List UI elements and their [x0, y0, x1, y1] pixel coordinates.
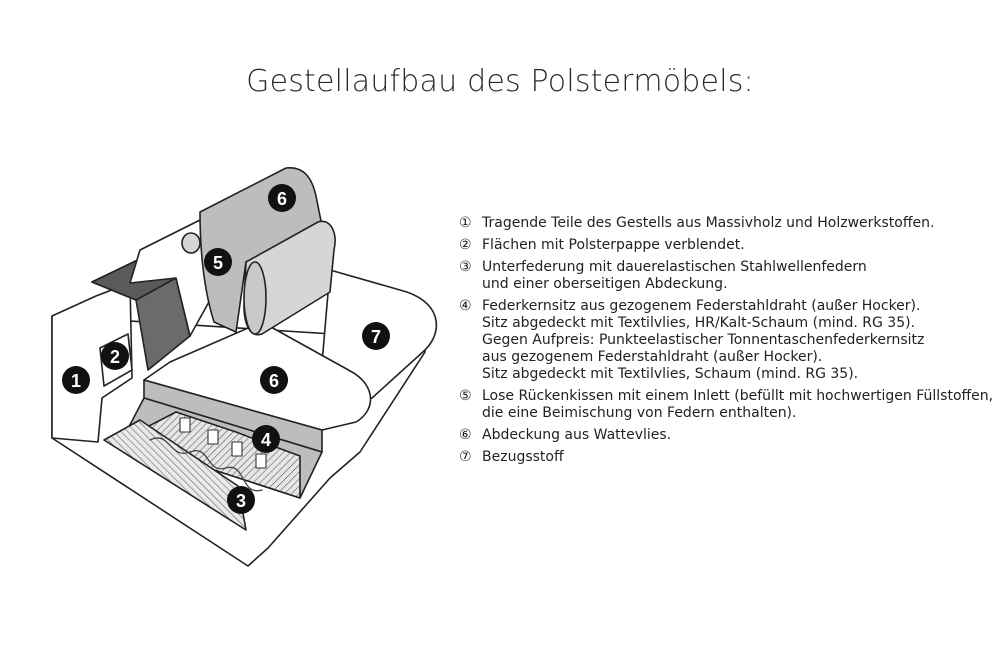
bolster	[182, 233, 200, 253]
legend-list	[459, 215, 994, 471]
marker-7	[362, 322, 390, 350]
svg-text:5: 5	[212, 253, 224, 273]
legend-text: die eine Beimischung von Federn enthalten).	[482, 405, 797, 421]
legend-text: Sitz abgedeckt mit Textilvlies, Schaum (mind. RG 35).	[482, 366, 859, 382]
legend-item	[459, 449, 994, 466]
legend-text: Tragende Teile des Gestells aus Massivholz und Holzwerkstoffen.	[482, 215, 935, 231]
legend-item	[459, 237, 994, 254]
legend-text: aus gezogenem Federstahldraht (außer Hocker).	[482, 349, 823, 365]
svg-text:1: 1	[70, 371, 82, 391]
marker-6-seat	[260, 366, 288, 394]
legend-text: Gegen Aufpreis: Punkteelastischer Tonnentaschenfederkernsitz	[482, 332, 925, 348]
svg-text:7: 7	[370, 327, 382, 347]
svg-text:3: 3	[235, 491, 247, 511]
svg-text:6: 6	[268, 371, 280, 391]
legend-text: Abdeckung aus Wattevlies.	[482, 427, 672, 443]
legend-number: ①	[459, 215, 472, 231]
marker-5	[204, 248, 232, 276]
diagram-title: Gestellaufbau des Polstermöbels:	[246, 64, 754, 99]
svg-text:2: 2	[109, 347, 121, 367]
legend-text: Flächen mit Polsterpappe verblendet.	[482, 237, 745, 253]
legend-text: Sitz abgedeckt mit Textilvlies, HR/Kalt-Schaum (mind. RG 35).	[482, 315, 916, 331]
sofa-illustration	[0, 0, 470, 648]
legend-item	[459, 215, 994, 232]
marker-4	[252, 425, 280, 453]
legend-item	[459, 427, 994, 444]
legend-number: ④	[459, 298, 472, 314]
marker-1	[62, 366, 90, 394]
legend-item	[459, 388, 994, 422]
svg-text:4: 4	[260, 430, 272, 450]
svg-text:6: 6	[276, 189, 288, 209]
legend-text: und einer oberseitigen Abdeckung.	[482, 276, 728, 292]
legend-text: Unterfederung mit dauerelastischen Stahlwellenfedern	[482, 259, 867, 275]
legend-item	[459, 298, 994, 383]
legend-number: ③	[459, 259, 472, 275]
marker-6-back	[268, 184, 296, 212]
marker-3	[227, 486, 255, 514]
legend-text: Bezugsstoff	[482, 449, 564, 465]
legend-number: ⑥	[459, 427, 472, 443]
marker-2	[101, 342, 129, 370]
legend-text: Federkernsitz aus gezogenem Federstahldraht (außer Hocker).	[482, 298, 921, 314]
legend-number: ⑤	[459, 388, 472, 404]
legend-number: ⑦	[459, 449, 472, 465]
legend-item	[459, 259, 994, 293]
legend-number: ②	[459, 237, 472, 253]
back-cushion-roll-end	[244, 262, 266, 334]
legend-text: Lose Rückenkissen mit einem Inlett (befüllt mit hochwertigen Füllstoffen,	[482, 388, 994, 404]
